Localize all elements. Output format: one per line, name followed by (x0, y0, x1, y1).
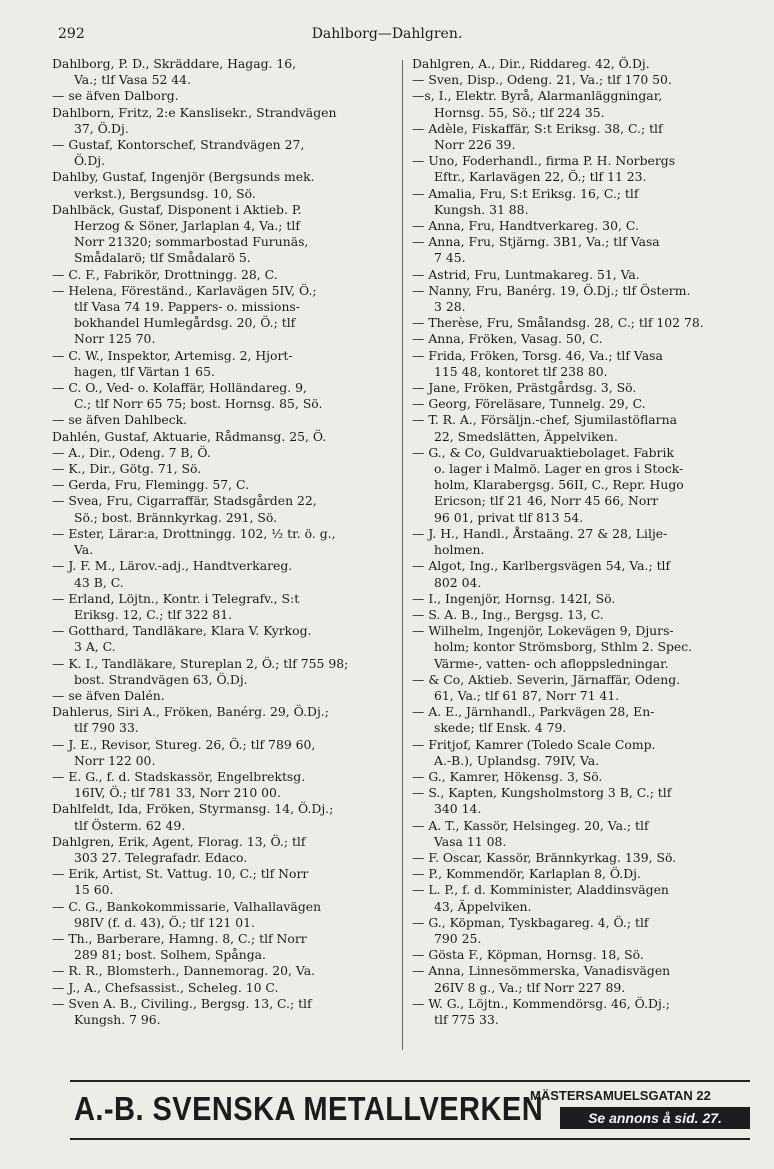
directory-entry-line: 43 B, C. (74, 574, 124, 590)
directory-entry-line: Dahlby, Gustaf, Ingenjör (Bergsunds mek. (52, 169, 315, 185)
directory-entry-line: — Ester, Lärar:a, Drottningg. 102, ½ tr. ö. g., (52, 525, 336, 541)
directory-entry-line: 26IV 8 g., Va.; tlf Norr 227 89. (434, 979, 626, 995)
directory-entry-line: Dahlgren, A., Dir., Riddareg. 42, Ö.Dj. (412, 56, 650, 71)
ad-company-name: A.-B. SVENSKA METALLVERKEN (74, 1090, 544, 1127)
directory-entry-line: — Erik, Artist, St. Vattug. 10, C.; tlf Norr (52, 866, 309, 882)
directory-entry-line: — A. T., Kassör, Helsingeg. 20, Va.; tlf (412, 817, 649, 833)
directory-entry-line: — Gustaf, Kontorschef, Strandvägen 27, (52, 137, 305, 153)
directory-entry-line: bost. Strandvägen 63, Ö.Dj. (74, 671, 248, 687)
directory-entry-line: Hornsg. 55, Sö.; tlf 224 35. (434, 104, 605, 120)
directory-entry-line: — Anna, Fröken, Vasag. 50, C. (412, 331, 603, 347)
directory-entry-line: skede; tlf Ensk. 4 79. (434, 720, 567, 736)
directory-entry-line: Va.; tlf Vasa 52 44. (74, 72, 192, 88)
directory-entry-line: hagen, tlf Värtan 1 65. (74, 363, 215, 379)
directory-entry-line: 7 45. (434, 250, 466, 266)
directory-entry-line: Vasa 11 08. (434, 833, 507, 849)
directory-entry-line: —s, I., Elektr. Byrå, Alarmanläggningar, (412, 88, 663, 104)
directory-entry-line: — G., & Co, Guldvaruaktiebolaget. Fabrik (412, 444, 674, 460)
directory-entry-line: — Georg, Föreläsare, Tunnelg. 29, C. (412, 396, 646, 412)
directory-entry-line: — A. E., Järnhandl., Parkvägen 28, En- (412, 704, 655, 720)
directory-entry-line: Va. (74, 542, 94, 558)
directory-entry-line: — G., Kamrer, Hökensg. 3, Sö. (412, 768, 603, 784)
directory-entry-line: verkst.), Bergsundsg. 10, Sö. (74, 185, 256, 201)
directory-entry-line: — L. P., f. d. Komminister, Aladdinsvägen (412, 882, 669, 898)
directory-entry-line: — E. G., f. d. Stadskassör, Engelbrektsg. (52, 768, 306, 784)
directory-entry-line: Dahlborg, P. D., Skräddare, Hagag. 16, (52, 56, 297, 71)
directory-column-left (52, 56, 392, 1056)
advertisement-banner (0, 1080, 774, 1140)
directory-entry-line: 96 01, privat tlf 813 54. (434, 509, 584, 525)
directory-entry-line: — Erland, Löjtn., Kontr. i Telegrafv., S:t (52, 590, 300, 606)
directory-entry-line: 802 04. (434, 574, 482, 590)
directory-entry-line: — & Co, Aktieb. Severin, Järnaffär, Odeng. (412, 671, 681, 687)
directory-entry-line: — G., Köpman, Tyskbagareg. 4, Ö.; tlf (412, 914, 649, 930)
directory-entry-line: — Uno, Foderhandl., firma P. H. Norbergs (412, 153, 676, 169)
directory-entry-line: — Gotthard, Tandläkare, Klara V. Kyrkog. (52, 623, 312, 639)
directory-entry-line: — Th., Barberare, Hamng. 8, C.; tlf Norr (52, 930, 307, 946)
directory-entry-line: — K., Dir., Götg. 71, Sö. (52, 461, 202, 477)
directory-entry-line: 3 28. (434, 299, 466, 315)
ad-top-rule (70, 1080, 750, 1082)
directory-entry-line: — Wilhelm, Ingenjör, Lokevägen 9, Djurs- (412, 623, 674, 639)
directory-entry-line: — Gerda, Fru, Flemingg. 57, C. (52, 477, 250, 493)
directory-entry-line: Dahlerus, Siri A., Fröken, Banérg. 29, Ö.Dj.; (52, 704, 329, 720)
directory-entry-line: — C. G., Bankokommissarie, Valhallavägen (52, 898, 322, 914)
directory-entry-line: — Nanny, Fru, Banérg. 19, Ö.Dj.; tlf Österm. (412, 282, 691, 298)
column-divider (402, 60, 403, 1050)
directory-entry-line: tlf Vasa 74 19. Pappers- o. missions- (74, 299, 300, 315)
directory-entry-line: tlf Österm. 62 49. (74, 817, 186, 833)
page-header (0, 26, 774, 48)
directory-entry-line: — Jane, Fröken, Prästgårdsg. 3, Sö. (412, 380, 637, 396)
directory-entry-line: bokhandel Humlegårdsg. 20, Ö.; tlf (74, 315, 296, 331)
directory-entry-line: — S., Kapten, Kungsholmstorg 3 B, C.; tlf (412, 785, 672, 801)
directory-entry-line: — Algot, Ing., Karlbergsvägen 54, Va.; tlf (412, 558, 671, 574)
directory-entry-line: — Adèle, Fiskaffär, S:t Eriksg. 38, C.; tlf (412, 120, 663, 136)
directory-entry-line: Värme-, vatten- och afloppsledningar. (434, 655, 669, 671)
directory-entry-line: 98IV (f. d. 43), Ö.; tlf 121 01. (74, 914, 255, 930)
directory-entry-line: Kungsh. 7 96. (74, 1011, 161, 1027)
directory-entry-line: — Helena, Föreständ., Karlavägen 5IV, Ö.; (52, 282, 317, 298)
directory-entry-line: o. lager i Malmö. Lager en gros i Stock- (434, 461, 684, 477)
directory-entry-line: — J. E., Revisor, Stureg. 26, Ö.; tlf 789 60, (52, 736, 316, 752)
directory-entry-line: — Astrid, Fru, Luntmakareg. 51, Va. (412, 266, 640, 282)
directory-entry-line: — I., Ingenjör, Hornsg. 142I, Sö. (412, 590, 616, 606)
directory-entry-line: holm, Klarabergsg. 56II, C., Repr. Hugo (434, 477, 684, 493)
directory-entry-line: Norr 226 39. (434, 137, 516, 153)
directory-entry-line: — Anna, Fru, Stjärng. 3B1, Va.; tlf Vasa (412, 234, 660, 250)
directory-entry-line: 289 81; bost. Solhem, Spånga. (74, 947, 266, 963)
directory-entry-line: Eriksg. 12, C.; tlf 322 81. (74, 606, 233, 622)
ad-address: MÄSTERSAMUELSGATAN 22 (530, 1088, 711, 1103)
directory-entry-line: Dahlfeldt, Ida, Fröken, Styrmansg. 14, Ö.Dj.; (52, 801, 334, 817)
directory-entry-line: 22, Smedslätten, Äppelviken. (434, 428, 618, 444)
directory-entry-line: — Anna, Fru, Handtverkareg. 30, C. (412, 218, 639, 234)
directory-entry-line: — F. Oscar, Kassör, Brännkyrkag. 139, Sö. (412, 849, 677, 865)
directory-entry-line: — S. A. B., Ing., Bergsg. 13, C. (412, 606, 604, 622)
directory-entry-line: — se äfven Dahlbeck. (52, 412, 188, 428)
directory-entry-line: — C. O., Ved- o. Kolaffär, Holländareg. 9, (52, 380, 307, 396)
directory-entry-line: — Fritjof, Kamrer (Toledo Scale Comp. (412, 736, 656, 752)
directory-entry-line: Kungsh. 31 88. (434, 201, 529, 217)
directory-entry-line: A.-B.), Uplandsg. 79IV, Va. (434, 752, 600, 768)
directory-entry-line: Dahlborn, Fritz, 2:e Kanslisekr., Strandvägen (52, 104, 337, 120)
directory-entry-line: — W. G., Löjtn., Kommendörsg. 46, Ö.Dj.; (412, 995, 670, 1011)
directory-entry-line: Ericson; tlf 21 46, Norr 45 66, Norr (434, 493, 659, 509)
directory-entry-line: Norr 125 70. (74, 331, 156, 347)
directory-entry-line: — Gösta F., Köpman, Hornsg. 18, Sö. (412, 947, 644, 963)
page-number: 292 (58, 26, 85, 42)
directory-entry-line: — J., A., Chefsassist., Scheleg. 10 C. (52, 979, 279, 995)
directory-entry-line: 3 A, C. (74, 639, 116, 655)
directory-entry-line: — Svea, Fru, Cigarraffär, Stadsgården 22, (52, 493, 317, 509)
directory-entry-line: — Therèse, Fru, Smålandsg. 28, C.; tlf 102 78. (412, 315, 704, 331)
directory-entry-line: — Anna, Linnesömmerska, Vanadisvägen (412, 963, 671, 979)
directory-entry-line: — P., Kommendör, Karlaplan 8, Ö.Dj. (412, 866, 641, 882)
directory-entry-line: holm; kontor Strömsborg, Sthlm 2. Spec. (434, 639, 693, 655)
directory-entry-line: — se äfven Dalborg. (52, 88, 179, 104)
directory-entry-line: — Sven A. B., Civiling., Bergsg. 13, C.; tlf (52, 995, 312, 1011)
directory-entry-line: Eftr., Karlavägen 22, Ö.; tlf 11 23. (434, 169, 647, 185)
directory-entry-line: 15 60. (74, 882, 114, 898)
directory-entry-line: — C. F., Fabrikör, Drottningg. 28, C. (52, 266, 278, 282)
directory-entry-line: — J. F. M., Lärov.-adj., Handtverkareg. (52, 558, 293, 574)
directory-entry-line: tlf 790 33. (74, 720, 139, 736)
directory-entry-line: — A., Dir., Odeng. 7 B, Ö. (52, 444, 211, 460)
directory-entry-line: 790 25. (434, 930, 482, 946)
running-head: Dahlborg—Dahlgren. (311, 26, 463, 42)
directory-entry-line: — Frida, Fröken, Torsg. 46, Va.; tlf Vasa (412, 347, 663, 363)
directory-column-right (412, 56, 752, 1056)
directory-entry-line: — C. W., Inspektor, Artemisg. 2, Hjort- (52, 347, 293, 363)
directory-entry-line: Norr 21320; sommarbostad Furunäs, (74, 234, 309, 250)
ad-bottom-rule (70, 1138, 750, 1140)
directory-entry-line: — Sven, Disp., Odeng. 21, Va.; tlf 170 50. (412, 72, 672, 88)
directory-entry-line: — se äfven Dalén. (52, 687, 165, 703)
directory-entry-line: — T. R. A., Försäljn.-chef, Sjumilastöflarna (412, 412, 677, 428)
directory-entry-line: Dahlbäck, Gustaf, Disponent i Aktieb. P. (52, 201, 302, 217)
directory-entry-line: Herzog & Söner, Jarlaplan 4, Va.; tlf (74, 218, 300, 234)
directory-entry-line: C.; tlf Norr 65 75; bost. Hornsg. 85, Sö. (74, 396, 323, 412)
ad-page-reference: Se annons å sid. 27. (560, 1107, 750, 1129)
directory-entry-line: 115 48, kontoret tlf 238 80. (434, 363, 608, 379)
directory-entry-line: 303 27. Telegrafadr. Edaco. (74, 849, 248, 865)
directory-entry-line: Ö.Dj. (74, 153, 106, 169)
directory-entry-line: 37, Ö.Dj. (74, 120, 129, 136)
directory-entry-line: Smådalarö; tlf Smådalarö 5. (74, 250, 251, 266)
directory-entry-line: 43, Äppelviken. (434, 898, 532, 914)
directory-entry-line: Norr 122 00. (74, 752, 156, 768)
directory-entry-line: holmen. (434, 542, 485, 558)
directory-entry-line: Dahlén, Gustaf, Aktuarie, Rådmansg. 25, Ö. (52, 428, 327, 444)
directory-entry-line: — J. H., Handl., Årstaäng. 27 & 28, Lilje- (412, 525, 668, 541)
directory-entry-line: 340 14. (434, 801, 482, 817)
directory-entry-line: — K. I., Tandläkare, Stureplan 2, Ö.; tlf 755 98; (52, 655, 349, 671)
directory-entry-line: — Amalia, Fru, S:t Eriksg. 16, C.; tlf (412, 185, 639, 201)
directory-entry-line: 16IV, Ö.; tlf 781 33, Norr 210 00. (74, 785, 281, 801)
directory-entry-line: tlf 775 33. (434, 1011, 499, 1027)
directory-entry-line: Sö.; bost. Brännkyrkag. 291, Sö. (74, 509, 278, 525)
directory-entry-line: 61, Va.; tlf 61 87, Norr 71 41. (434, 687, 620, 703)
directory-entry-line: Dahlgren, Erik, Agent, Florag. 13, Ö.; tlf (52, 833, 306, 849)
directory-entry-line: — R. R., Blomsterh., Dannemorag. 20, Va. (52, 963, 316, 979)
